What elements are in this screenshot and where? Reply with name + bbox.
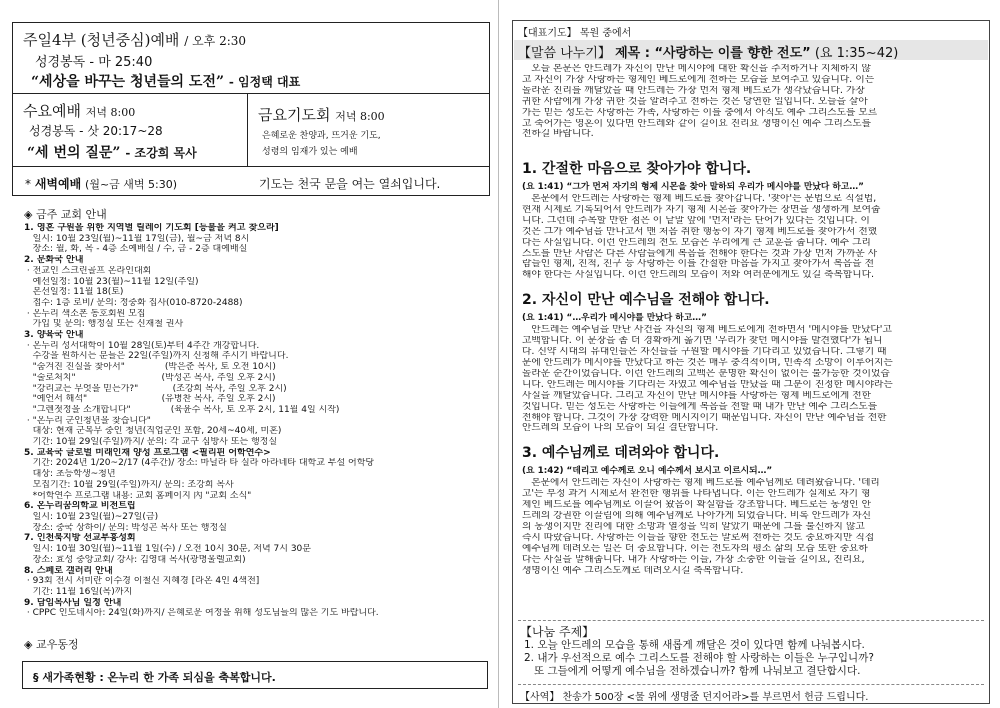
message-header — [518, 42, 898, 61]
news-list — [24, 223, 490, 619]
point-body-line: 의 동생이지만 진리에 대한 소망과 열정을 익히 알았기 때문에 그를 불신하지 않고 — [522, 521, 865, 532]
point-body — [522, 325, 984, 434]
point-body — [522, 194, 984, 281]
point-body-line: 사실을 깨달았습니다. 그리고 자신이 만난 메시야를 사랑하는 형제 베드로에게 전한 — [522, 390, 871, 401]
service4-preacher: - 임정택 대표 — [228, 75, 301, 89]
news-line: 9. 담임목사님 일정 안내 — [24, 597, 122, 608]
right-page — [506, 0, 992, 708]
point-section — [522, 442, 984, 576]
news-line: 장소: 월, 화, 목 - 4층 소예배실 / 수, 금 - 2층 대예배실 — [24, 244, 248, 255]
point-body-line: 본문에서 안드레는 사랑하는 형제 베드로를 찾아갑니다. '찾아'는 문법으로 직설법, — [522, 194, 877, 204]
news-line: 예선일정: 10월 23(월)~11월 12일(주일) — [24, 276, 199, 287]
closing-separator — [518, 684, 984, 685]
news-line: 2. 문화국 안내 — [24, 255, 84, 266]
wednesday-time: 저녁 8:00 — [85, 106, 136, 119]
newfamily-box — [22, 661, 488, 689]
prayer-text: 목원 중에서 — [579, 28, 632, 39]
discussion-tag: 【나눔 주제】 — [520, 625, 595, 639]
dawn-motto: 기도는 천국 문을 여는 열쇠입니다. — [259, 177, 441, 191]
wednesday-preacher: - 조강희 목사 — [125, 146, 197, 160]
point-body-line: 람들인 형제, 친척, 친구 등 사랑하는 이를 간절한 마음을 가지고 찾아가서 복음을 전 — [522, 259, 874, 270]
service4-box — [12, 22, 490, 94]
intro-paragraph — [522, 64, 984, 140]
news-heading-line — [24, 206, 107, 222]
point-body-line: 문에 안드레가 메시야를 만났다고 하는 것은 매우 충격적이며, 민족적 소망이 이루어지는 — [522, 357, 893, 368]
point-title: 2. 자신이 만난 예수님을 전해야 합니다. — [522, 292, 770, 309]
service4-time: / 오후 2:30 — [184, 34, 247, 48]
points — [522, 146, 984, 582]
prayer-tag: 【대표기도】 — [518, 28, 577, 39]
news-heading: 금주 교회 안내 — [35, 208, 107, 221]
intro-line: 고 자신이 가장 사랑하는 형제인 베드로에게 전하는 모습을 보여주고 있습니다. 이는 — [522, 74, 875, 85]
wednesday-sermon: “세 번의 질문” — [27, 145, 121, 161]
service4-heading — [23, 29, 246, 50]
point-verse: (요 1:41) “그가 먼저 자기의 형제 시몬을 찾아 말하되 우리가 메시야를 만났다 하고…” — [522, 182, 864, 192]
diamond-icon: ◈ — [24, 208, 33, 221]
news-line: "그렌젓정을 소개합니다" (육윤수 목사, 토 오후 2시, 11월 4일 시작) — [24, 404, 340, 415]
news-line: 8. 스페로 갤러리 안내 — [24, 565, 113, 576]
point-verse: (요 1:41) “…우리가 메시야를 만났다 하고…” — [522, 313, 707, 324]
news-line: · "온누리 군인청년을 찾습니다" — [24, 415, 151, 426]
point-body-line: 제인 베드로를 예수님께로 이끌어 왔음이 확실함을 강조합니다. 베드로는 동생인 안 — [522, 500, 871, 511]
news-line: *어학연수 프로그램 내용: 교회 홈페이지 內 "교회 소식" — [24, 490, 252, 501]
point-body-line: 것입니다. 믿는 성도는 사랑하는 이들에게 복음을 전할 때 내가 만난 예수 그리스도를 — [522, 401, 878, 412]
dawn-bullet: * — [25, 177, 31, 191]
diamond-icon: ◈ — [24, 638, 33, 651]
message-tag: 【말씀 나누기】 — [518, 46, 611, 61]
news-line: · 93회 전시 서미란 이수경 이철신 지혜경 [라온 4인 4색전] — [24, 576, 260, 587]
point-body-line: 안드레는 예수님을 만난 사건을 자신의 형제 베드로에게 전하면서 '메시야를 만났다'고 — [522, 325, 892, 336]
closing-text: 찬송가 500장 <물 위에 생명줄 던지어라>를 부르면서 헌금 드립니다. — [562, 692, 869, 703]
point-body-line: 니다. 그런데 주목할 만한 점은 이 낱말 앞에 '먼저'라는 단어가 있다는 것입니다. 이 — [522, 215, 870, 226]
point-title: 3. 예수님께로 데려와야 합니다. — [522, 445, 720, 462]
discussion-item: 또 그들에게 어떻게 예수님을 전하겠습니까? 함께 나눠보고 결단합시다. — [524, 665, 861, 677]
news-line: 일시: 10월 30일(월)~11월 1일(수) / 오전 10시 30분, 저녁 7시 30분 — [24, 544, 311, 555]
point-section — [522, 158, 984, 281]
wednesday-reading: 성경봉독 - 삿 20:17~28 — [29, 124, 163, 138]
point-body-line: 고'는 부정 과거 시제로서 완전한 행위를 나타냅니다. 이는 안드레가 실제로 자기 형 — [522, 489, 871, 500]
point-body-line: 놀라운 순간이었습니다. 이런 안드레의 고백은 분명한 확신이 없이는 불가능한 것이었습 — [522, 368, 890, 379]
staff-heading-line — [24, 636, 78, 652]
wednesday-sermon-line — [27, 142, 197, 162]
point-body-line: 다. 신약 시대의 유대인들은 자신들을 구원할 메시야를 기다리고 있었습니다. 그렇기 때 — [522, 347, 887, 358]
friday-line1: 은혜로운 찬양과, 뜨거운 기도, — [262, 131, 381, 141]
point-body-line: 본문에서 안드레는 자신이 사랑하는 형제 베드로를 예수님께로 데려왔습니다. '데리 — [522, 478, 880, 489]
intro-line: 귀한 사람에게 가장 귀한 것을 알려주고 전하는 것은 당연한 일입니다. 오늘을 살아 — [522, 96, 868, 107]
news-line: 장소: 중국 상하이/ 문의: 박성곤 목사 또는 행정실 — [24, 522, 227, 533]
intro-line: 놀라운 진리를 깨달았을 때 안드레는 가장 먼저 형제 베드로가 생각났습니다. 가장 — [522, 85, 865, 96]
point-body-line: 니다. 안드레는 메시야를 기다리는 자였고 예수님을 만났을 때 그분이 진정한 메시야라는 — [522, 379, 893, 390]
point-body-line: 드레의 강권한 이끌림에 의해 예수님께로 나아가게 되었습니다. 비록 안드레가 자신 — [522, 511, 871, 522]
friday-line2: 성령의 임재가 있는 예배 — [262, 147, 358, 157]
point-body-line: 것은 그가 예수님을 만나고서 맨 처음 취한 행동이 자기 형제 베드로를 찾아가서 전했 — [522, 226, 878, 237]
friday-box — [247, 93, 490, 167]
prayer-line — [518, 24, 631, 39]
point-body-line: 전해야 합니다. 그것이 가장 강력한 메시지이기 때문입니다. 자신이 만난 예수님을 전한 — [522, 412, 887, 423]
staff-heading: 교우동정 — [35, 638, 79, 651]
newfamily-text: : 온누리 한 가족 되심을 축복합니다. — [99, 671, 276, 684]
news-line: 기간: 2024년 1/20~2/17 (4주간)/ 장소: 마닐라 타 실라 아라네타 대학교 부설 어학당 — [24, 458, 375, 469]
news-line: 장소: 효성 중앙교회/ 강사: 김영대 목사(광명울렐교회) — [24, 554, 246, 565]
service4-sermon-line — [31, 71, 300, 91]
friday-title: 금요기도회 — [258, 106, 331, 124]
friday-time: 저녁 8:00 — [335, 110, 385, 123]
news-line: 수강을 원하시는 분들은 22일(주일)까지 신청해 주시기 바랍니다. — [24, 351, 289, 362]
left-page — [0, 0, 492, 708]
closing-tag: 【사역】 — [520, 692, 560, 703]
service4-sermon: “세상을 바꾸는 청년들의 도전” — [31, 74, 225, 90]
news-line: 대상: 초등학생~청년 — [24, 469, 116, 480]
news-line: 7. 인천북지방 선교부흥성회 — [24, 533, 136, 544]
point-title: 1. 간절한 마음으로 찾아가야 합니다. — [522, 161, 752, 177]
news-line: 가입 및 문의: 행정실 또는 신재철 권사 — [24, 319, 184, 330]
intro-line: 가는 믿는 성도는 사랑하는 가족, 사랑하는 이를 충에서 아직도 예수 그리스도를 모르 — [522, 107, 878, 118]
news-line: "술로처치" (박성곤 목사, 주일 오후 2시) — [24, 372, 276, 383]
point-body-line: 안드레의 모습이 나의 모습이 되길 결단합니다. — [522, 423, 719, 434]
point-body-line: 해야 한다는 사실입니다. 이런 안드레의 모습이 저와 여러분에게도 있길 축복합니다. — [522, 270, 875, 281]
point-body-line: 생명이신 예수 그리스도께로 데려오시길 축복합니다. — [522, 565, 744, 576]
news-line: · CPPC 인도네시아: 24일(화)까지/ 은혜로운 여정을 위해 성도님들의 많은 기도 바랍니다. — [24, 608, 379, 619]
dawn-title: 새벽예배 — [34, 177, 82, 191]
news-line: "예언서 해석" (유병찬 목사, 주일 오후 2시) — [24, 394, 276, 405]
wednesday-heading — [23, 100, 135, 121]
point-body — [522, 478, 984, 576]
news-line: 6. 온누리꿈의학교 비전트립 — [24, 501, 136, 512]
intro-line: 전하길 바랍니다. — [522, 129, 594, 140]
news-line: "숨겨진 진실을 찾아서" (박은준 목사, 토 오전 10시) — [24, 362, 276, 373]
point-body-line: 고백합니다. 이 문장을 좀 더 경확하게 옮기면 '우리가 찾던 메시야를 발견했다'가 됩니 — [522, 336, 883, 347]
news-line: · 온누리 색소폰 동호회원 모집 — [24, 308, 146, 319]
news-line: "강리교는 무엇을 믿는가?" (조강희 목사, 주일 오후 2시) — [24, 383, 287, 394]
news-line: · 전교인 스크린골프 온라인대회 — [24, 265, 152, 276]
intro-line: 고 죽어가는 영혼이 있다면 안드레와 같이 길이요 진리요 생명이신 예수 그리스도를 — [522, 118, 871, 129]
closing-line — [520, 688, 868, 703]
discussion-item: 1. 오늘 안드레의 모습을 통해 새롭게 깨달은 것이 있다면 함께 나눠봅시다. — [524, 639, 865, 651]
discussion-separator — [518, 620, 984, 621]
news-line: 5. 교육국 글로벌 미래인재 양성 프로그램 <필리핀 어학연수> — [24, 447, 271, 458]
news-line: 모집기간: 10월 29일(주일)까지/ 문의: 조강희 목사 — [24, 479, 234, 490]
news-line: 대상: 현재 군복무 중인 청년(직업군인 포함, 20세~40세, 미혼) — [24, 426, 282, 437]
point-body-line: 예수님께 데려오는 일은 더 중요합니다. 이는 전도자의 평소 삶의 모습 또한 중요하 — [522, 543, 868, 554]
newfamily-label: § 새가족현황 — [33, 671, 96, 684]
news-line: 기간: 11월 16일(목)까지 — [24, 586, 133, 597]
news-line: 기간: 10월 29일(주일)까지/ 문의: 각 교구 심방사 또는 행정실 — [24, 437, 278, 448]
friday-heading — [258, 104, 385, 125]
news-line: 1. 영혼 구원을 위한 지역별 릴레이 기도회 [등불을 켜고 찾으라] — [24, 223, 279, 233]
dawn-time: (월~금 새벽 5:30) — [85, 178, 178, 191]
discussion-list — [524, 639, 984, 678]
point-body-line: 스도를 만난 사람은 다른 사람들에게 복음을 전해야 한다는 것과 가장 먼저 가까운 사 — [522, 248, 878, 259]
point-verse: (요 1:42) “데리고 예수께로 오니 예수께서 보시고 이르시되…” — [522, 466, 773, 477]
news-line: 3. 양육국 안내 — [24, 330, 84, 341]
discussion-item: 2. 내가 우선적으로 예수 그리스도를 전해야 할 사랑하는 이들은 누구입니까? — [524, 652, 874, 664]
message-ref: (요 1:35~42) — [814, 46, 899, 61]
wednesday-box — [12, 93, 248, 167]
dawn-heading — [25, 175, 177, 192]
point-body-line: 다는 사실을 말해줍니다. 내가 사랑하는 이들, 가장 소중한 이들을 길이요, 진리요, — [522, 554, 865, 565]
news-line: 일시: 10월 23일(월)~27일(금) — [24, 511, 159, 522]
point-body-line: 다는 사실입니다. 이런 안드레의 전도 모습은 우리에게 큰 교훈을 줍니다. 예수 그리 — [522, 237, 871, 248]
point-body-line: 현재 시제로 기록되어서 안드레가 자기 형제 시몬을 찾아가는 장면을 생생하게 보여줍 — [522, 204, 881, 215]
newfamily-line — [33, 669, 276, 685]
page-divider — [498, 0, 499, 708]
point-section — [522, 289, 984, 434]
message-title: 제목 : “사랑하는 이를 향한 전도” — [615, 46, 811, 61]
news-line: · 온누리 성서대학이 10월 28일(토)부터 4주간 개강합니다. — [24, 340, 260, 351]
service4-reading: 성경봉독 - 마 25:40 — [35, 55, 153, 70]
news-line: 본선일정: 11월 18(토) — [24, 287, 124, 298]
news-line: 접수: 1층 로비/ 문의: 정중화 집사(010-8720-2488) — [24, 297, 243, 308]
news-line: 일시: 10월 23일(월)~11월 17일(금), 월~금 저녁 8시 — [24, 233, 250, 244]
dawn-box — [12, 166, 490, 196]
intro-line: 오늘 본문은 안드레가 자신이 만난 메시야에 대한 확신을 주저하거나 지체하지 않 — [522, 64, 871, 74]
point-body-line: 즉시 따랐습니다. 사랑하는 이들을 향한 전도는 말로써 전하는 것도 중요하지만 직접 — [522, 532, 875, 543]
wednesday-title: 수요예배 — [23, 102, 81, 120]
service4-title: 주일4부 (청년중심)예배 — [23, 31, 180, 49]
